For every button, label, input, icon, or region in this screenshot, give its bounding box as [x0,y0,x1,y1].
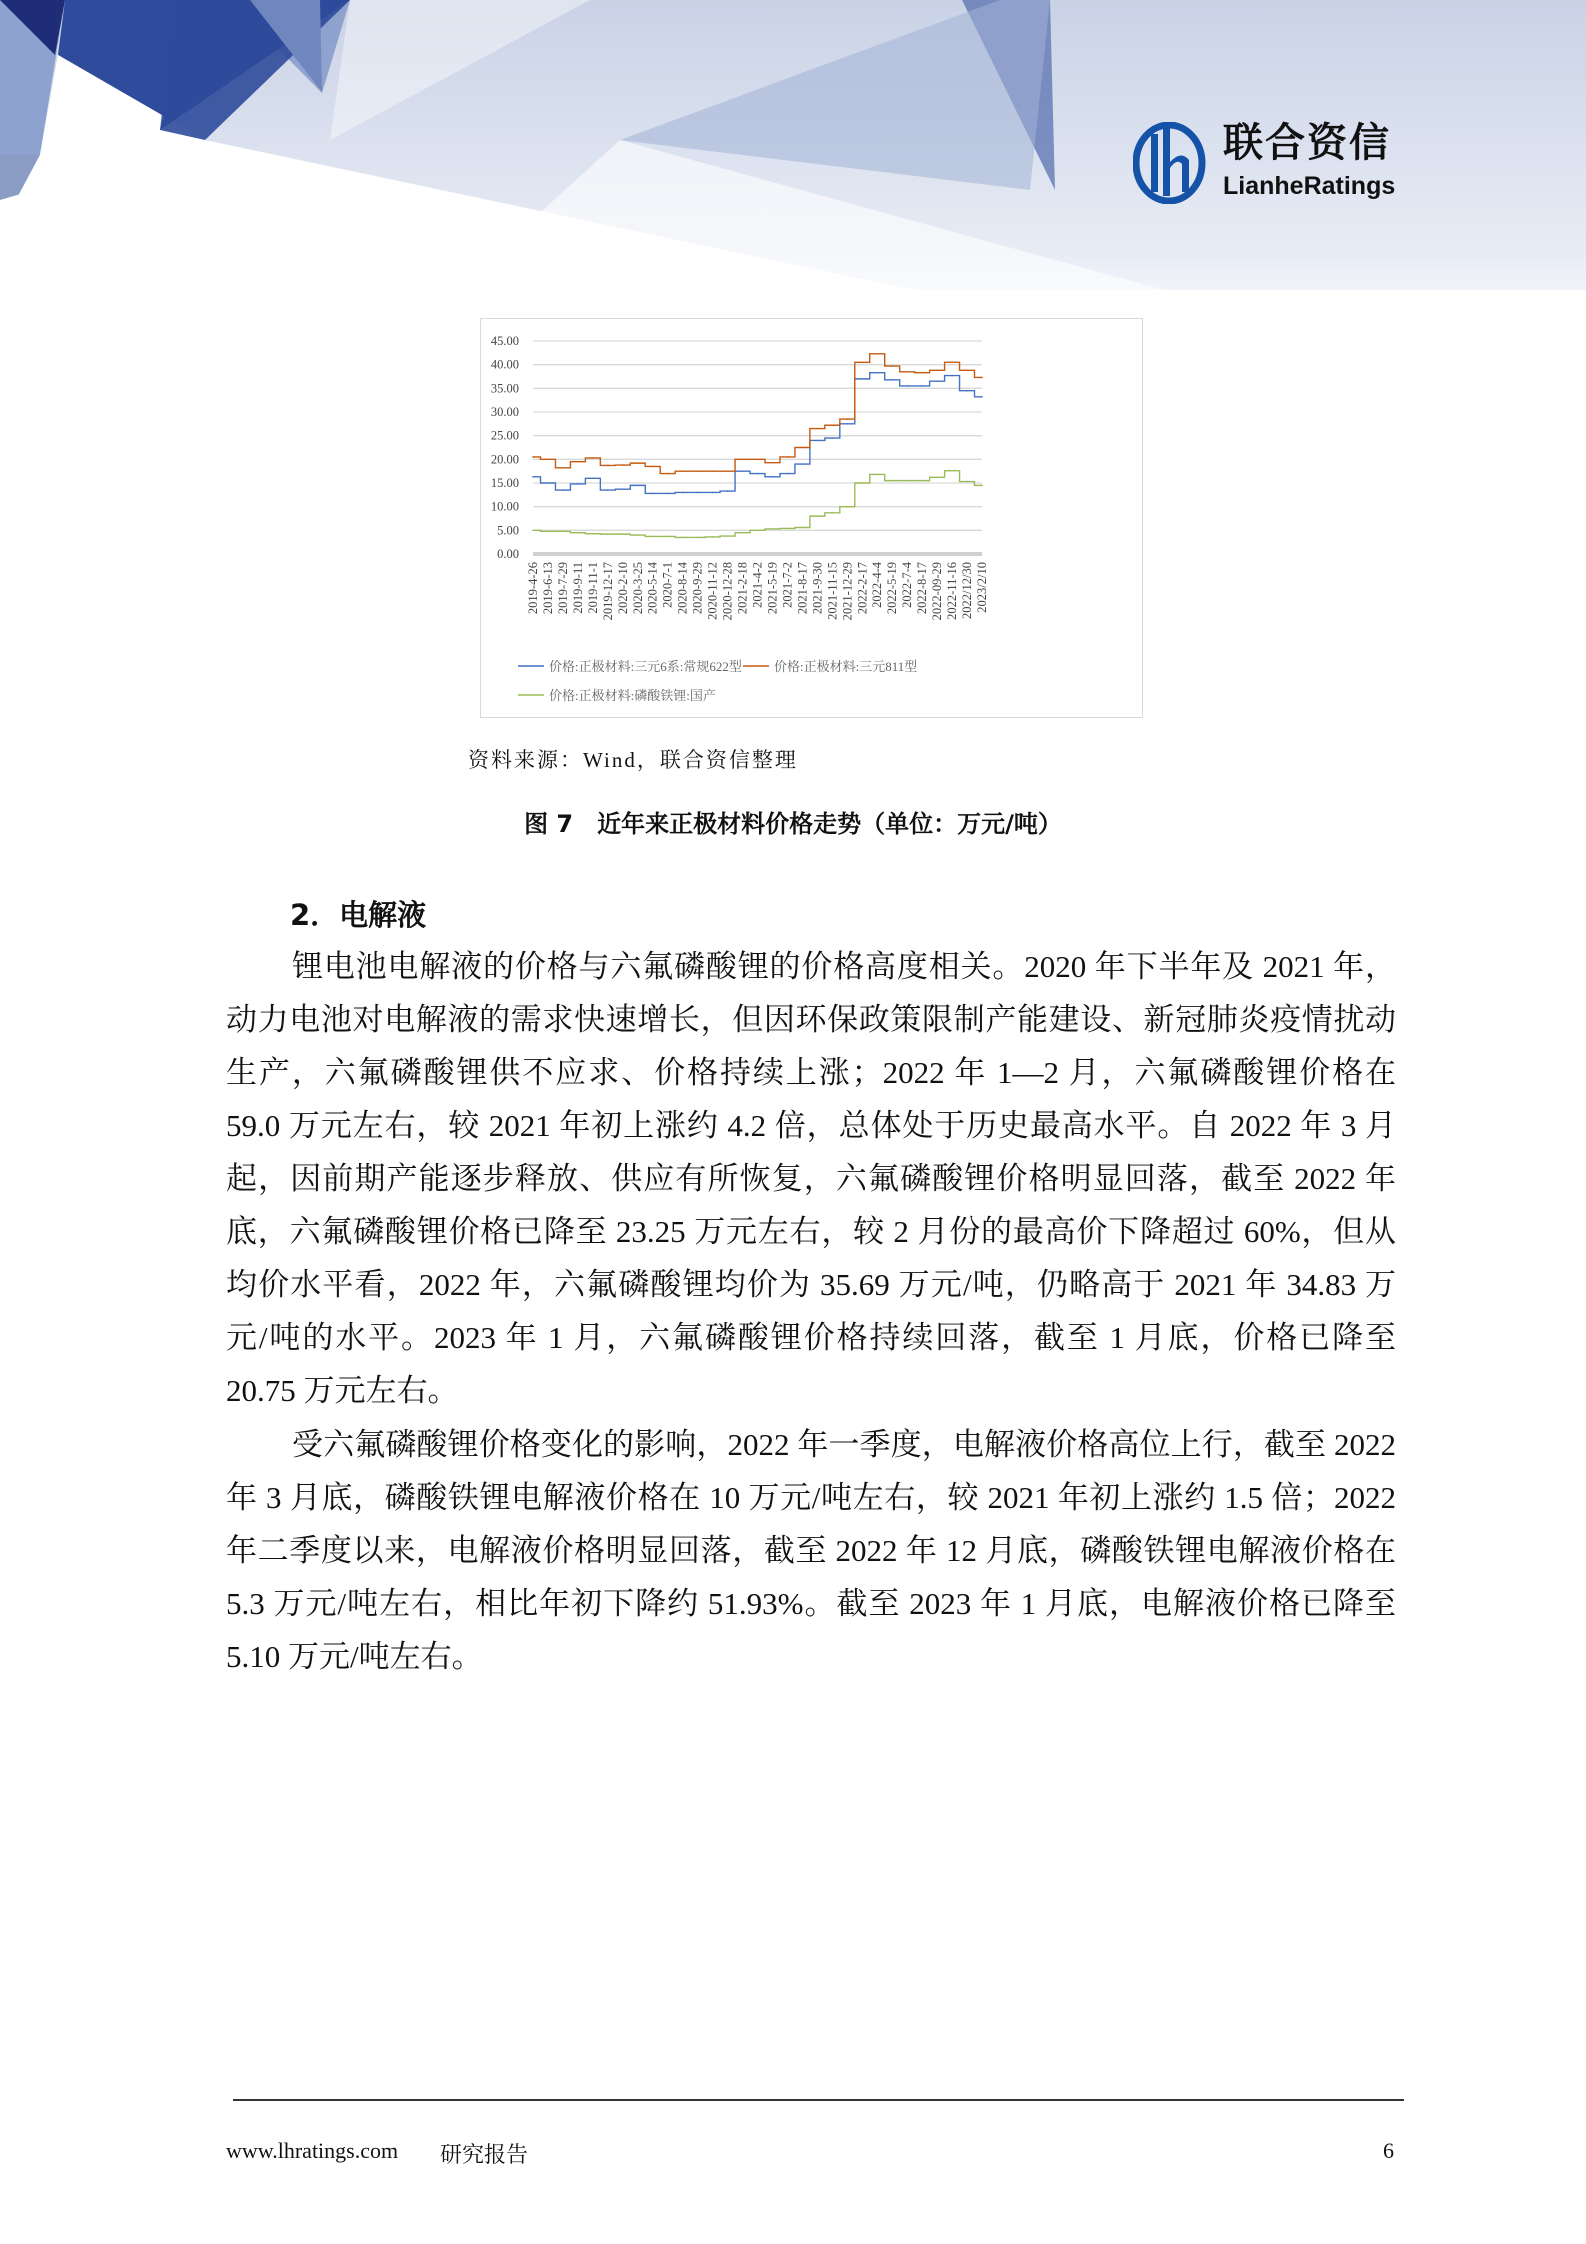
data-point [622,488,624,490]
data-point [562,467,564,469]
data-point [592,533,594,535]
data-point [547,482,549,484]
series-line-1 [533,373,982,494]
y-tick-label: 30.00 [490,405,519,419]
data-point [936,370,938,372]
y-tick-label: 15.00 [490,476,519,490]
data-point [532,476,534,478]
data-point [966,390,968,392]
data-point [592,477,594,479]
x-tick-label: 2019-11-1 [585,562,600,614]
data-point [921,372,923,374]
data-point [682,537,684,539]
x-tick-label: 2019-7-29 [555,562,570,615]
x-tick-label: 2023/2/10 [975,562,989,613]
data-point [817,515,819,517]
data-point [607,465,609,467]
section-heading: 2．电解液 [290,898,427,932]
data-point [577,483,579,485]
paragraph: 受六氟磷酸锂价格变化的影响，2022 年一季度，电解液价格高位上行，截至 2022 年 3 月底，磷酸铁锂电解液价格在 10 万元/吨左右，较 2021 年初上涨约 1.5 倍；2022 年二季度以来，电解液价格明显回落，截至 2022 年 12 月底，磷酸铁锂电解液价格在 5.3 万元/吨左右，相比年初下降约 51.93%。截至 2023 年 1 月底，电解液价格已降至 5.10 万元/吨左右。 [226,1427,1396,1674]
data-point [861,362,863,364]
data-point [607,489,609,491]
data-point [951,470,953,472]
y-tick-label: 45.00 [490,334,519,348]
data-point [906,480,908,482]
data-point [847,423,849,425]
x-tick-label: 2022-7-4 [900,562,915,608]
x-tick-label: 2022-09-29 [930,562,945,621]
data-point [577,461,579,463]
x-tick-label: 2020-2-10 [615,562,630,615]
x-tick-label: 2021-5-19 [765,562,780,615]
data-point [921,385,923,387]
data-point [906,385,908,387]
logo-text-en: LianheRatings [1223,172,1396,200]
data-point [607,533,609,535]
data-point [562,489,564,491]
figure-source: 资料来源：Wind，联合资信整理 [468,748,798,772]
x-tick-label: 2020-12-28 [720,562,735,621]
data-point [861,482,863,484]
data-point [876,372,878,374]
data-point [727,535,729,537]
x-tick-label: 2021-9-30 [810,562,825,615]
data-point [652,493,654,495]
data-point [667,536,669,538]
data-point [562,530,564,532]
legend-label: 价格:正极材料:磷酸铁锂:国产 [549,688,716,703]
y-tick-label: 40.00 [490,357,519,372]
x-tick-label: 2022-2-17 [855,562,870,615]
data-point [772,476,774,478]
y-tick-label: 5.00 [497,523,519,538]
x-tick-label: 2022/12/30 [960,562,975,619]
data-point [667,473,669,475]
data-point [637,485,639,487]
data-point [712,470,714,472]
data-point [876,474,878,476]
x-tick-label: 2019-4-26 [526,562,540,615]
data-point [697,537,699,539]
data-point [532,456,534,458]
x-tick-label: 2022-5-19 [885,562,900,615]
data-point [592,457,594,459]
logo-mark-icon [1133,122,1215,204]
lianhe-logo [1133,122,1433,204]
data-point [891,480,893,482]
data-point [906,371,908,373]
series-line-2 [533,354,982,474]
data-point [861,378,863,380]
y-tick-label: 0.00 [497,547,519,561]
x-tick-label: 2020-9-29 [690,562,705,615]
data-point [951,375,953,377]
paragraph: 锂电池电解液的价格与六氟磷酸锂的价格高度相关。2020 年下半年及 2021 年，动力电池对电解液的需求快速增长，但因环保政策限制产能建设、新冠肺炎疫情扰动生产，六氟磷酸锂供不应求、价格持续上涨；2022 年 1—2 月，六氟磷酸锂价格在 59.0 万元左右，较 2021 年初上涨约 4.2 倍，总体处于历史最高水平。自 2022 年 3 月起，因前期产能逐步释放、供应有所恢复，六氟磷酸锂价格明显回落，截至 2022 年底，六氟磷酸锂价格已降至 23.25 万元左右，较 2 月份的最高价下降超过 60%，但从均价水平看，2022 年，六氟磷酸锂均价为 35.69 万元/吨，仍略高于 2021 年 34.83 万元/吨的水平。2023 年 1 月，六氟磷酸锂价格持续回落，截至 1 月底，价格已降至 20.75 万元左右。 [226,949,1396,1408]
y-tick-label: 10.00 [490,499,519,514]
x-tick-label: 2019-6-13 [540,562,555,615]
data-point [712,492,714,494]
data-point [682,492,684,494]
data-point [742,470,744,472]
figure-caption: 图 7 近年来正极材料价格走势（单位：万元/吨） [524,810,1062,838]
x-tick-label: 2020-8-14 [675,562,690,615]
data-point [757,459,759,461]
footer-doc-type: 研究报告 [440,2142,529,2167]
data-point [547,459,549,461]
x-tick-label: 2021-7-2 [780,562,795,608]
y-tick-label: 25.00 [490,428,519,443]
page-number: 6 [1383,2138,1394,2163]
footer-website: www.lhratings.com [226,2138,399,2163]
data-point [757,473,759,475]
footer-divider [233,2099,1404,2101]
data-point [891,365,893,367]
data-point [547,530,549,532]
data-point [802,463,804,465]
data-point [772,528,774,530]
data-point [981,396,983,398]
logo-text-cn: 联合资信 [1223,120,1391,166]
x-tick-label: 2022-11-16 [945,562,960,620]
data-point [742,532,744,534]
data-point [847,418,849,420]
data-point [697,470,699,472]
price-line-chart [480,318,1143,718]
x-tick-label: 2022-8-17 [915,562,930,615]
data-point [936,477,938,479]
x-tick-label: 2021-11-15 [825,562,840,620]
data-point [622,464,624,466]
data-point [712,536,714,538]
data-point [981,377,983,379]
data-point [652,466,654,468]
data-point [727,490,729,492]
x-tick-label: 2021-12-29 [840,562,855,621]
x-tick-label: 2020-5-14 [645,562,660,615]
data-point [951,362,953,364]
data-point [936,380,938,382]
data-point [966,481,968,483]
data-point [787,473,789,475]
x-tick-label: 2022-4-4 [870,562,885,608]
legend-label: 价格:正极材料:三元811型 [774,659,918,674]
data-point [876,353,878,355]
legend-label: 价格:正极材料:三元6系:常规622型 [549,659,742,674]
data-point [847,506,849,508]
data-point [891,379,893,381]
data-point [802,527,804,529]
data-point [832,424,834,426]
data-point [577,532,579,534]
data-point [787,528,789,530]
data-point [532,530,534,532]
data-point [682,470,684,472]
x-tick-label: 2019-9-11 [570,562,585,614]
data-point [742,459,744,461]
x-tick-label: 2021-4-2 [750,562,765,608]
data-point [622,533,624,535]
data-point [921,480,923,482]
x-tick-label: 2021-2-18 [735,562,750,615]
data-point [966,370,968,372]
data-point [667,493,669,495]
data-point [832,512,834,514]
data-point [757,530,759,532]
data-point [802,447,804,449]
x-tick-label: 2021-8-17 [795,562,810,615]
data-point [981,485,983,487]
data-point [637,534,639,536]
x-tick-label: 2020-3-25 [630,562,645,615]
data-point [727,470,729,472]
data-point [697,492,699,494]
data-point [652,536,654,538]
x-tick-label: 2020-11-12 [705,562,720,620]
data-point [787,456,789,458]
data-point [637,462,639,464]
data-point [817,440,819,442]
data-point [772,462,774,464]
data-point [817,428,819,430]
x-tick-label: 2019-12-17 [600,562,615,621]
data-point [832,437,834,439]
y-tick-label: 20.00 [490,452,519,467]
y-tick-label: 35.00 [490,381,519,396]
x-tick-label: 2020-7-1 [660,562,675,608]
